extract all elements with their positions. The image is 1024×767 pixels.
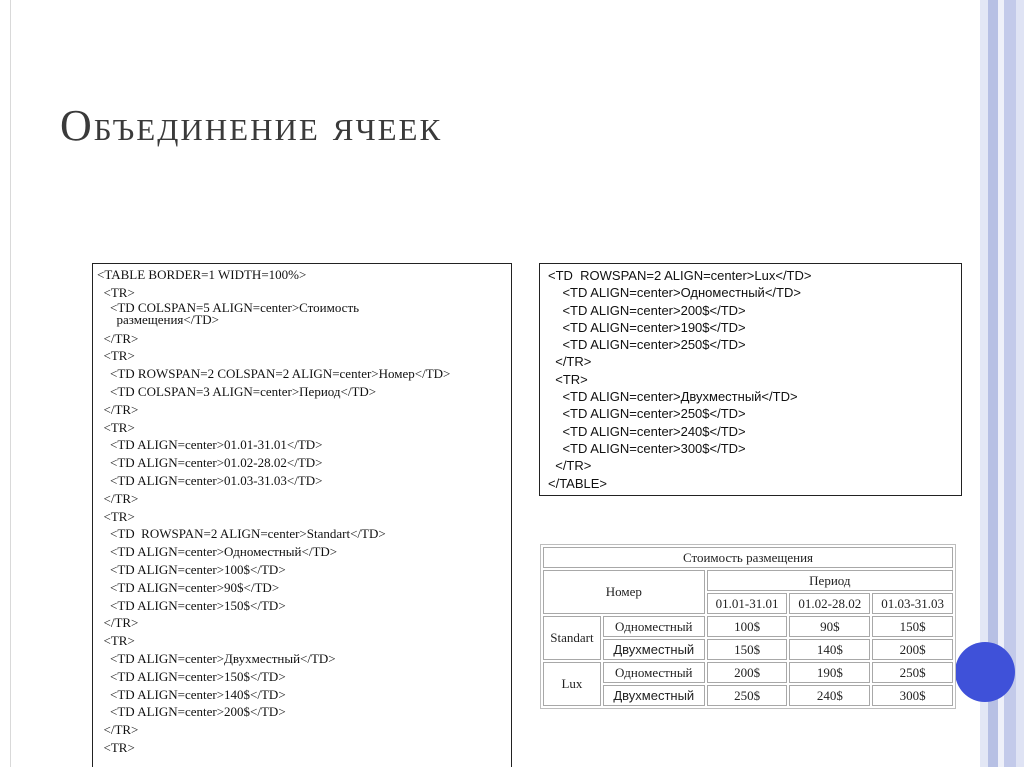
period-cell: 01.01-31.01 [707, 593, 788, 614]
code-line: <TD ALIGN=center>90$</TD> [97, 579, 280, 595]
slide-title: Объединение ячеек [60, 101, 443, 150]
code-line: </TR> [97, 722, 139, 738]
rendered-sample-table [540, 544, 956, 709]
code-line: <TR> [97, 508, 135, 524]
code-line: <TD ALIGN=center>250$</TD> [548, 406, 746, 422]
code-line: <TD ALIGN=center>Двухместный</TD> [548, 389, 798, 405]
code-line: <TD COLSPAN=5 ALIGN=center>Стоимость [97, 299, 360, 315]
code-line: <TD ALIGN=center>190$</TD> [548, 319, 746, 335]
code-line: размещения</TD> [97, 311, 219, 327]
room-type-cell: Двухместный [603, 685, 705, 706]
price-cell: 190$ [789, 662, 870, 683]
code-line: <TD ALIGN=center>250$</TD> [548, 337, 746, 353]
price-cell: 240$ [789, 685, 870, 706]
price-cell: 250$ [707, 685, 788, 706]
price-cell: 150$ [707, 639, 788, 660]
code-line: </TR> [97, 490, 139, 506]
code-listing-left [92, 263, 512, 767]
code-line: <TD ALIGN=center>300$</TD> [548, 440, 746, 456]
code-line: <TD ALIGN=center>01.03-31.03</TD> [97, 472, 323, 488]
price-cell: 250$ [872, 662, 953, 683]
code-line: <TD ALIGN=center>100$</TD> [97, 561, 286, 577]
room-type-cell: Двухместный [603, 639, 705, 660]
code-line: <TD ALIGN=center>150$</TD> [97, 668, 286, 684]
code-line: <TD ALIGN=center>Одноместный</TD> [548, 285, 801, 301]
price-cell: 90$ [789, 616, 870, 637]
code-line: <TD ALIGN=center>200$</TD> [97, 704, 286, 720]
group-cell: Standart [543, 616, 601, 660]
code-line: <TABLE BORDER=1 WIDTH=100%> [97, 267, 307, 282]
price-cell: 100$ [707, 616, 788, 637]
decorative-circle [955, 642, 1015, 702]
code-line: <TR> [97, 348, 135, 364]
price-cell: 300$ [872, 685, 953, 706]
period-cell: 01.03-31.03 [872, 593, 953, 614]
code-line: <TD ALIGN=center>150$</TD> [97, 597, 286, 613]
code-line: <TD ROWSPAN=2 COLSPAN=2 ALIGN=center>Номер</TD> [97, 366, 451, 382]
code-line: <TD ALIGN=center>140$</TD> [97, 686, 286, 702]
table-header-cell: Стоимость размещения [543, 547, 953, 568]
code-line: <TD ALIGN=center>Двухместный</TD> [97, 650, 336, 666]
code-line: </TABLE> [548, 475, 608, 491]
code-line: <TD ROWSPAN=2 ALIGN=center>Lux</TD> [548, 268, 812, 283]
code-listing-right [539, 263, 962, 496]
code-line: <TR> [97, 739, 135, 755]
period-header-cell: Период [707, 570, 953, 591]
code-line: <TD ROWSPAN=2 ALIGN=center>Standart</TD> [97, 526, 386, 542]
code-line: <TD COLSPAN=3 ALIGN=center>Период</TD> [97, 383, 377, 399]
code-line: <TD ALIGN=center>01.01-31.01</TD> [97, 437, 323, 453]
price-cell: 200$ [707, 662, 788, 683]
code-line: </TR> [97, 615, 139, 631]
code-line: </TR> [97, 330, 139, 346]
price-cell: 150$ [872, 616, 953, 637]
code-line: <TD ALIGN=center>Одноместный</TD> [97, 544, 338, 560]
code-line: <TD ALIGN=center>01.02-28.02</TD> [97, 455, 323, 471]
group-cell: Lux [543, 662, 601, 706]
code-line: <TR> [97, 284, 135, 300]
code-line: <TD ALIGN=center>200$</TD> [548, 302, 746, 318]
code-line: <TR> [548, 371, 588, 387]
code-line: </TR> [97, 401, 139, 417]
code-line: <TR> [97, 633, 135, 649]
code-line: </TR> [548, 354, 592, 370]
code-line: <TD ALIGN=center>240$</TD> [548, 423, 746, 439]
code-line: </TR> [548, 458, 592, 474]
room-type-cell: Одноместный [603, 662, 705, 683]
code-line: <TR> [97, 419, 135, 435]
price-cell: 200$ [872, 639, 953, 660]
price-cell: 140$ [789, 639, 870, 660]
period-cell: 01.02-28.02 [789, 593, 870, 614]
room-header-cell: Номер [543, 570, 705, 614]
room-type-cell: Одноместный [603, 616, 705, 637]
